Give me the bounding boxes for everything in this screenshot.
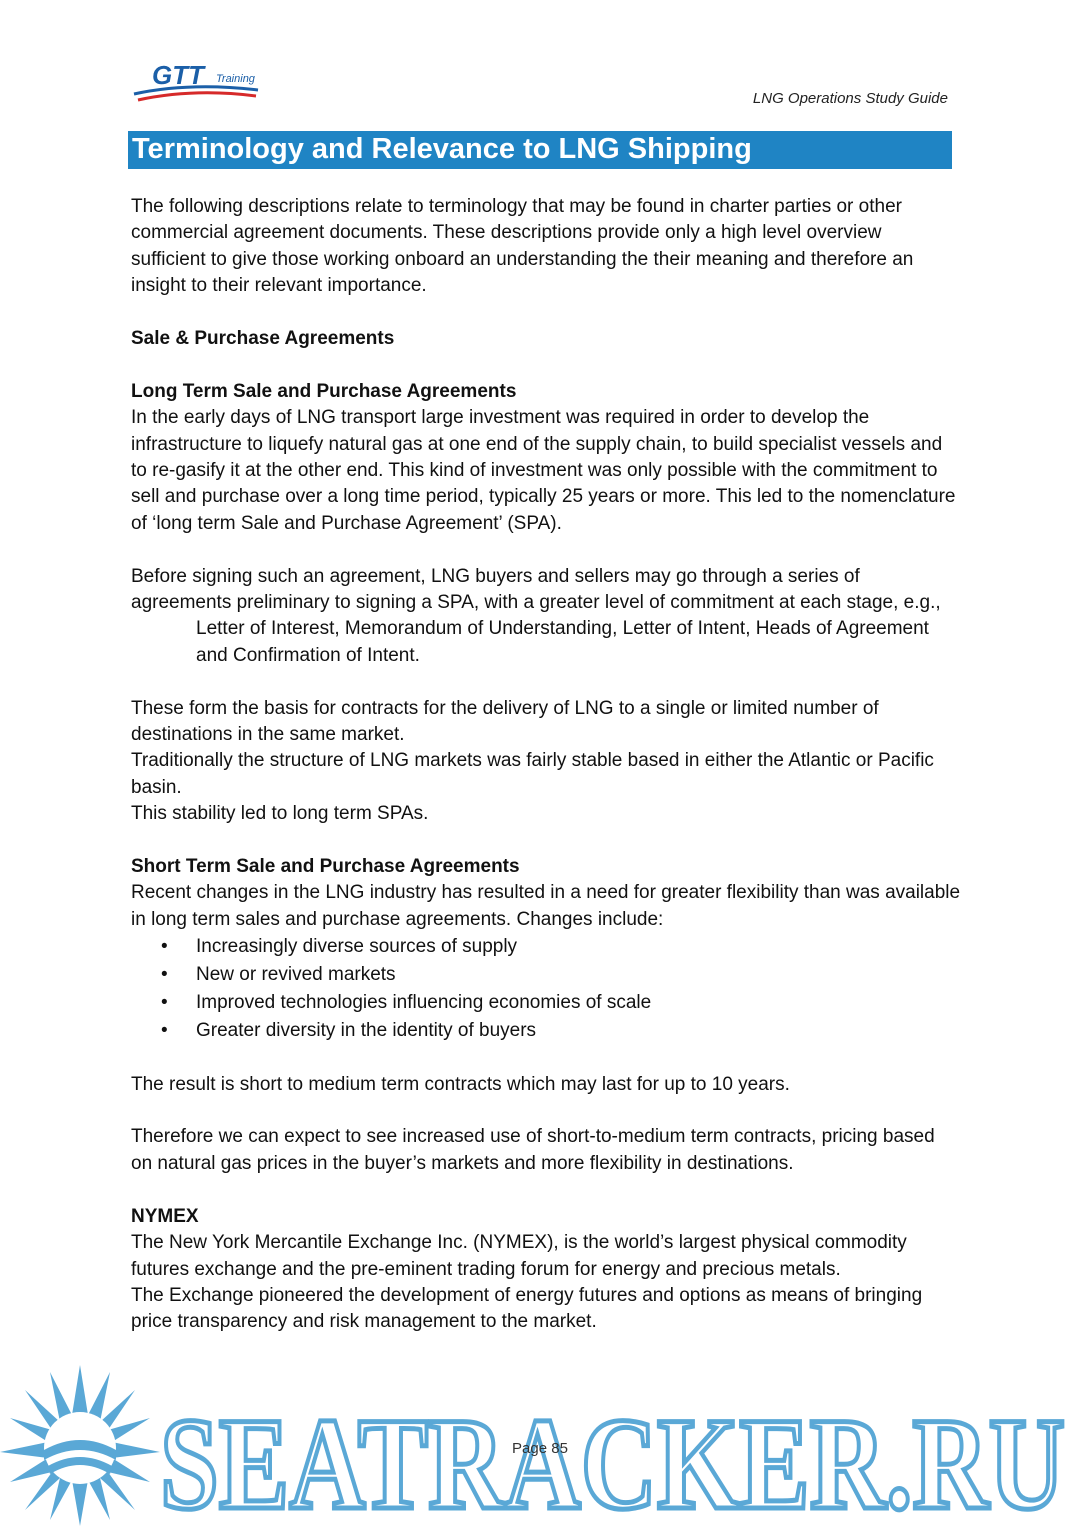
long-term-paragraph-5: This stability led to long term SPAs. — [131, 803, 429, 825]
document-body — [131, 194, 961, 1336]
list-item-text: New or revived markets — [196, 964, 396, 986]
spa-heading: Sale & Purchase Agreements — [131, 328, 395, 350]
list-item-text: Increasingly diverse sources of supply — [196, 936, 518, 958]
logo-subtext: Training — [216, 73, 255, 85]
long-term-paragraph-4: Traditionally the structure of LNG markets was fairly stable based in either the Atlantic or Pacific basin. — [131, 750, 934, 798]
bullet-icon: • — [161, 964, 168, 986]
short-term-paragraph-1: Recent changes in the LNG industry has resulted in a need for greater flexibility than was available in long term sales and purchase agreements. Changes include: — [131, 882, 961, 930]
list-item — [131, 1017, 961, 1045]
page-number: Page 85 — [512, 1440, 568, 1457]
nymex-heading: NYMEX — [131, 1205, 199, 1227]
bullet-icon: • — [161, 992, 168, 1014]
short-term-paragraph-3: Therefore we can expect to see increased use of short-to-medium term contracts, pricing based on natural gas prices in the buyer’s markets and more flexibility in destinations. — [131, 1126, 935, 1174]
guide-title: LNG Operations Study Guide — [752, 90, 948, 107]
logo-text: GTT — [152, 60, 204, 90]
long-term-paragraph-1: In the early days of LNG transport large investment was required in order to develop the infrastructure to liquefy natural gas at one end of the supply chain, to build specialist vessels and to re-gasify it at the other end. This kind of investment was only possible with the commitment to sell and purchase over a long time period, typically 25 years or more. This led to the nomenclature of ‘long term Sale and Purchase Agreement’ (SPA). — [131, 407, 956, 534]
changes-list — [131, 933, 961, 1045]
long-term-paragraph-3: These form the basis for contracts for the delivery of LNG to a single or limited number of destinations in the same market. — [131, 697, 879, 746]
agreement-stages: Letter of Interest, Memorandum of Understanding, Letter of Intent, Heads of Agreement and Confirmation of Intent. — [196, 618, 929, 666]
long-term-paragraph-2: Before signing such an agreement, LNG buyers and sellers may go through a series of agreements preliminary to signing a SPA, with a greater level of commitment at each stage, e.g., — [131, 565, 941, 614]
short-term-heading: Short Term Sale and Purchase Agreements — [131, 856, 520, 878]
nymex-paragraph-1: The New York Mercantile Exchange Inc. (NYMEX), is the world’s largest physical commodity futures exchange and the pre-eminent trading forum for energy and precious metals. — [131, 1232, 907, 1280]
short-term-paragraph-2: The result is short to medium term contracts which may last for up to 10 years. — [131, 1073, 790, 1095]
gtt-training-logo — [130, 60, 270, 110]
bullet-icon: • — [161, 1020, 168, 1042]
list-item — [131, 933, 961, 961]
list-item-text: Improved technologies influencing economies of scale — [196, 992, 652, 1014]
watermark-text: SEATRACKER.RU — [160, 1390, 1065, 1526]
list-item — [131, 961, 961, 989]
intro-paragraph: The following descriptions relate to terminology that may be found in charter parties or other commercial agreement documents. These descriptions provide only a high level overview sufficient to give those working onboard an understanding the their meaning and therefore an insight to their relevant importance. — [131, 196, 914, 297]
bullet-icon: • — [161, 936, 168, 958]
section-title: Terminology and Relevance to LNG Shipping — [128, 131, 952, 169]
long-term-heading: Long Term Sale and Purchase Agreements — [131, 380, 517, 402]
list-item-text: Greater diversity in the identity of buyers — [196, 1020, 537, 1042]
list-item — [131, 989, 961, 1017]
nymex-paragraph-2: The Exchange pioneered the development of energy futures and options as means of bringing price transparency and risk management to the market. — [131, 1284, 923, 1333]
